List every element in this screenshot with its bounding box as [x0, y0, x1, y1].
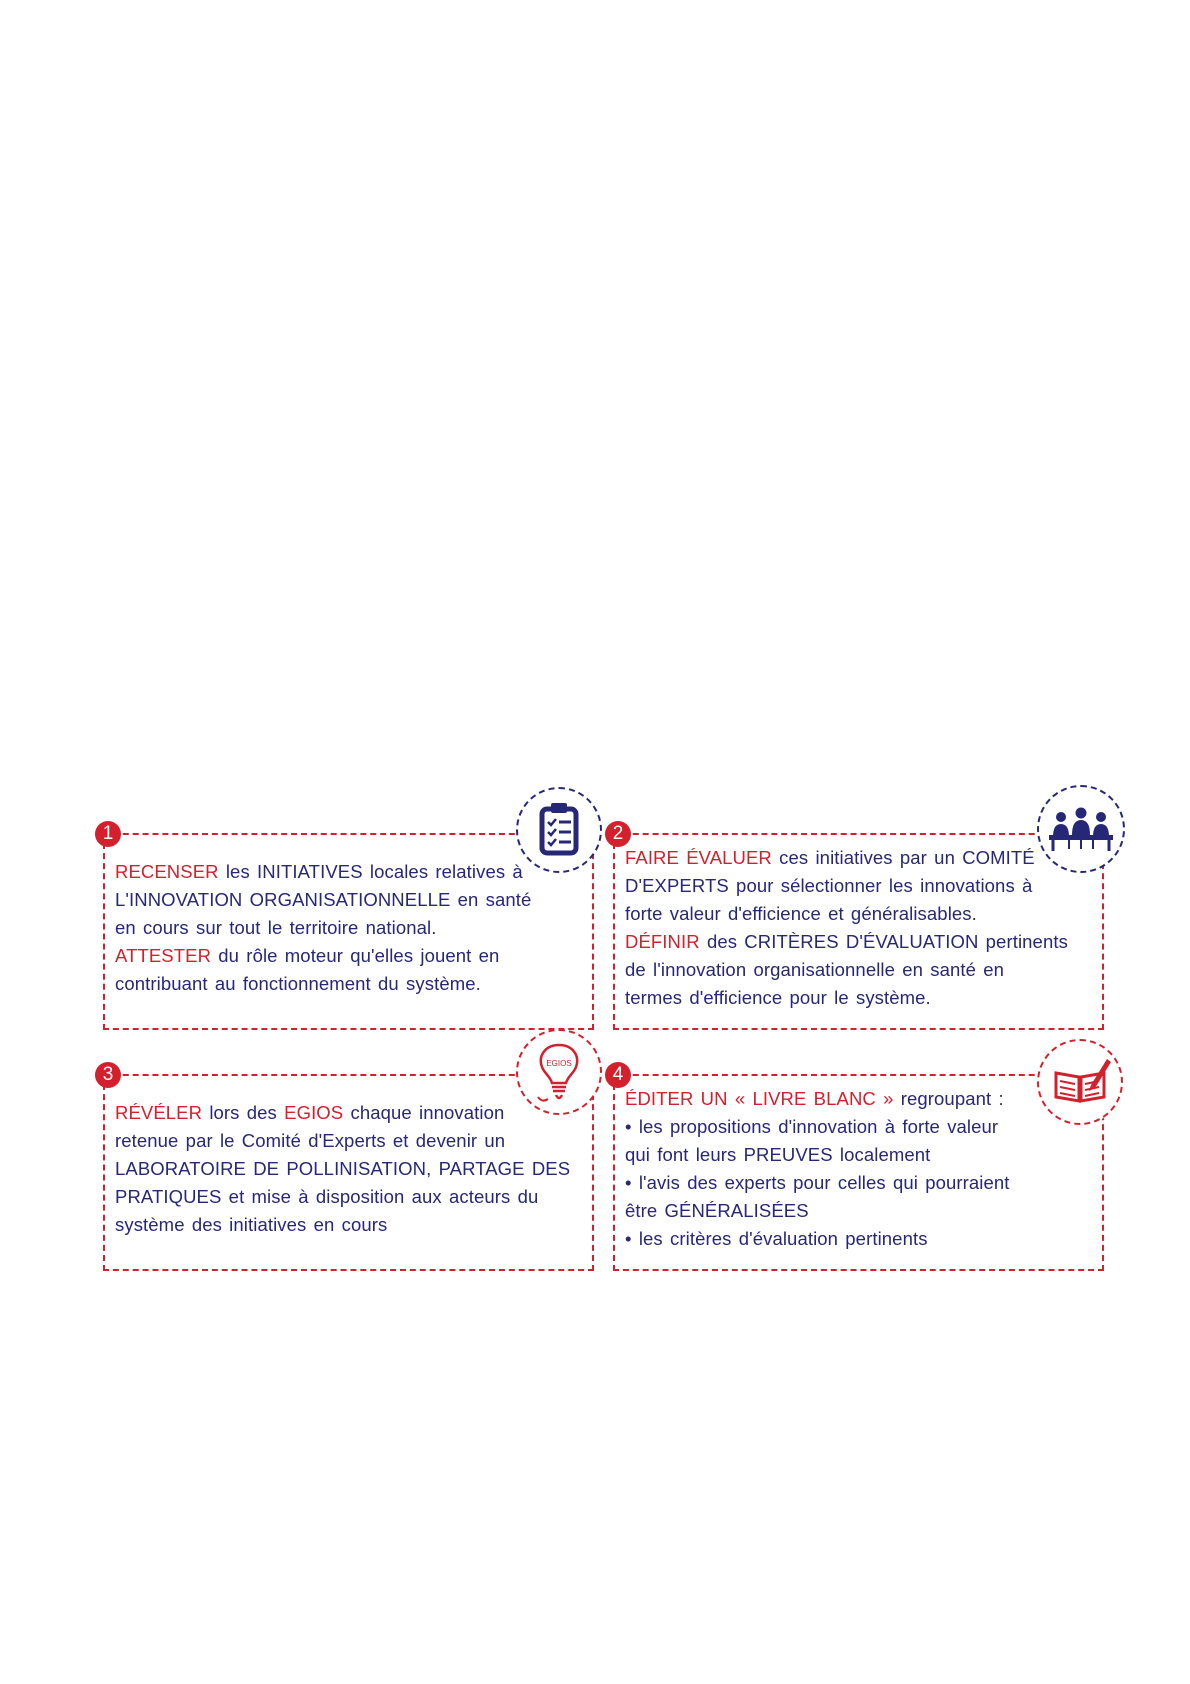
experts-committee-icon [1037, 785, 1125, 873]
body-text: qui font leurs PREUVES localement [625, 1144, 931, 1165]
text-line [625, 928, 1068, 956]
body-text: système des initiatives en cours [115, 1214, 388, 1235]
text-line [115, 1155, 570, 1183]
step-number-badge: 2 [605, 821, 631, 847]
body-text: • l'avis des experts pour celles qui pourraient [625, 1172, 1010, 1193]
text-line [625, 984, 1068, 1012]
highlight-text: RECENSER [115, 861, 219, 882]
text-line [625, 900, 1068, 928]
text-line [115, 970, 531, 998]
body-text: retenue par le Comité d'Experts et devenir un [115, 1130, 506, 1151]
text-line [625, 872, 1068, 900]
text-line [625, 1113, 1010, 1141]
body-text: être GÉNÉRALISÉES [625, 1200, 809, 1221]
body-text: • les critères d'évaluation pertinents [625, 1228, 928, 1249]
highlight-text: FAIRE ÉVALUER [625, 847, 772, 868]
card-text [115, 858, 531, 998]
body-text: L'INNOVATION ORGANISATIONNELLE en santé [115, 889, 532, 910]
body-text: du rôle moteur qu'elles jouent en [211, 945, 500, 966]
body-text: D'EXPERTS pour sélectionner les innovations à [625, 875, 1033, 896]
clipboard-checklist-icon [516, 787, 602, 873]
book-pen-icon [1037, 1039, 1123, 1125]
text-line [115, 886, 531, 914]
body-text: • les propositions d'innovation à forte valeur [625, 1116, 999, 1137]
text-line [115, 1099, 570, 1127]
body-text: regroupant : [893, 1088, 1004, 1109]
card-text [625, 1085, 1010, 1253]
step-number-badge: 3 [95, 1062, 121, 1088]
card-editer [613, 1074, 1104, 1271]
step-number-badge: 1 [95, 821, 121, 847]
body-text: de l'innovation organisationnelle en santé en [625, 959, 1005, 980]
text-line [115, 1211, 570, 1239]
text-line [625, 1225, 1010, 1253]
text-line [115, 1127, 570, 1155]
text-line [115, 1183, 570, 1211]
lightbulb-icon [516, 1029, 602, 1115]
card-faire-evaluer [613, 833, 1104, 1030]
text-line [625, 1085, 1010, 1113]
text-line [625, 1141, 1010, 1169]
highlight-text: DÉFINIR [625, 931, 700, 952]
body-text: des CRITÈRES D'ÉVALUATION pertinents [699, 931, 1068, 952]
text-line [115, 914, 531, 942]
body-text: PRATIQUES et mise à disposition aux acteurs du [115, 1186, 539, 1207]
body-text: chaque innovation [343, 1102, 505, 1123]
text-line [625, 1169, 1010, 1197]
body-text: LABORATOIRE DE POLLINISATION, PARTAGE DES [115, 1158, 571, 1179]
body-text: termes d'efficience pour le système. [625, 987, 931, 1008]
body-text: contribuant au fonctionnement du système. [115, 973, 481, 994]
text-line [625, 844, 1068, 872]
text-line [625, 1197, 1010, 1225]
card-text [115, 1099, 570, 1239]
highlight-text: ÉDITER UN « LIVRE BLANC » [625, 1088, 894, 1109]
body-text: en cours sur tout le territoire national. [115, 917, 437, 938]
body-text: forte valeur d'efficience et généralisables. [625, 903, 977, 924]
step-number-badge: 4 [605, 1062, 631, 1088]
body-text: les INITIATIVES locales relatives à [218, 861, 523, 882]
body-text: ces initiatives par un COMITÉ [771, 847, 1035, 868]
body-text: lors des [202, 1102, 285, 1123]
highlight-text: RÉVÉLER [115, 1102, 203, 1123]
text-line [115, 942, 531, 970]
highlight-text: ATTESTER [115, 945, 212, 966]
bulb-label: EGIOS [546, 1059, 572, 1068]
card-text [625, 844, 1068, 1012]
text-line [625, 956, 1068, 984]
highlight-text: EGIOS [284, 1102, 344, 1123]
text-line [115, 858, 531, 886]
